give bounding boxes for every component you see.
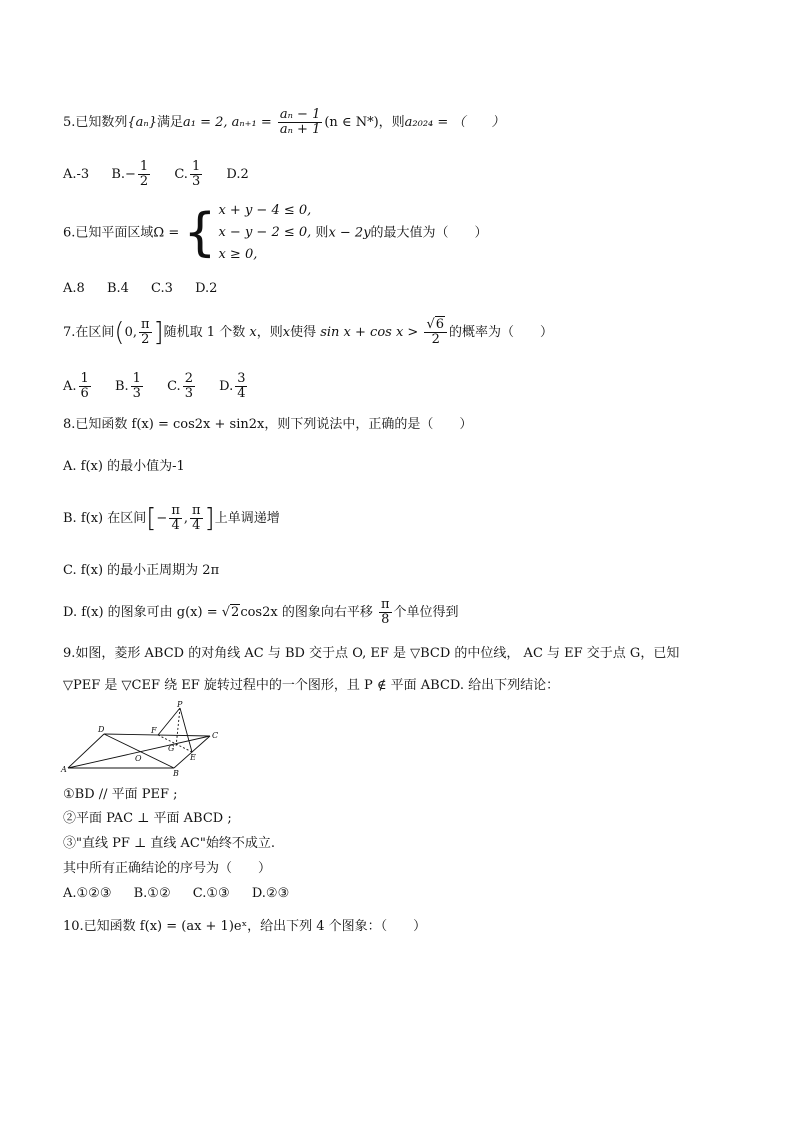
q7-prefix: 7.在区间 [63, 325, 115, 340]
q7-c-den: 3 [184, 386, 193, 401]
q7-choice-a[interactable] [63, 372, 93, 401]
question-9-choices [63, 885, 307, 903]
q8-b-prefix: B. f(x) 在区间 [63, 511, 147, 526]
q5-choice-b-label: B.− [111, 167, 136, 182]
q6-row-3: x ≥ 0, [218, 247, 258, 262]
question-8-stem: 8.已知函数 f(x) = cos2x + sin2x，则下列说法中，正确的是（ ） [63, 417, 473, 432]
label-c: C [212, 731, 219, 740]
q5-ask-prefix: ，则 [378, 115, 405, 130]
q5-choice-b[interactable] [111, 160, 152, 189]
right-bracket-glyph: ] [204, 503, 215, 534]
q9-ask: 其中所有正确结论的序号为（ ） [63, 861, 272, 876]
q5-b-den: 2 [139, 174, 149, 189]
sqrt-glyph: √ [426, 317, 435, 332]
q9-choice-b[interactable]: B.①② [133, 886, 171, 901]
brace-glyph: { [183, 203, 217, 263]
q5-choice-c-label: C. [174, 167, 188, 182]
rhombus-figure [60, 700, 230, 780]
q9-choice-a[interactable]: A.①②③ [63, 886, 112, 901]
question-5-stem [63, 108, 504, 137]
q5-frac-den: aₙ + 1 [279, 122, 321, 137]
q7-var-2: x [282, 325, 291, 340]
q5-domain: (n ∈ N*) [324, 115, 379, 130]
segment-pf [158, 708, 180, 735]
q5-sequence: {aₙ} [127, 115, 157, 130]
q5-frac-num: aₙ − 1 [279, 107, 321, 122]
q8-b-pi-2: π [192, 503, 201, 518]
q8-b-4-1: 4 [171, 518, 180, 533]
q7-d-label: D. [219, 379, 234, 394]
q9-choice-c[interactable]: C.①③ [192, 886, 230, 901]
q8-b-minus: − [156, 511, 168, 526]
q8-b-suffix: 上单调递增 [214, 511, 280, 526]
q7-choice-b[interactable] [115, 372, 145, 401]
q6-cases [183, 200, 311, 266]
question-7-stem [63, 318, 553, 347]
q7-b-num: 1 [132, 371, 141, 386]
q8-b-4-2: 4 [192, 518, 201, 533]
q5-c-den: 3 [191, 174, 201, 189]
q6-prefix: 6.已知平面区域Ω = [63, 225, 180, 241]
q5-prefix: 5.已知数列 [63, 115, 128, 130]
q9-statement-2: ②平面 PAC ⊥ 平面 ABCD ; [63, 811, 232, 826]
q8-d-mid: cos2x 的图象向右平移 [240, 605, 373, 620]
label-a: A [61, 765, 67, 774]
q7-two: 2 [141, 332, 150, 347]
q7-d-num: 3 [237, 371, 246, 386]
q7-b-den: 3 [132, 386, 141, 401]
q8-d-suffix: 个单位得到 [393, 605, 459, 620]
q6-ask-expr: x − 2y [328, 225, 371, 241]
q9-choice-d[interactable]: D.②③ [251, 886, 290, 901]
label-f: F [151, 726, 157, 735]
question-5-choices [63, 160, 267, 189]
q8-d-sqrt: 2 [231, 605, 240, 620]
q8-choice-a[interactable]: A. f(x) 的最小值为-1 [63, 459, 185, 474]
q7-sqrt6: 6 [435, 317, 445, 332]
segment-pe [180, 708, 192, 752]
q7-middle2: ，则 [256, 325, 283, 340]
q7-a-label: A. [63, 379, 77, 394]
q5-choice-c[interactable] [174, 160, 204, 189]
q9-statement-1: ①BD // 平面 PEF ; [63, 787, 178, 802]
q7-var: x [249, 325, 257, 340]
q5-fraction [278, 108, 322, 137]
q5-ask: a₂₀₂₄ = （ ） [404, 115, 505, 130]
label-p: P [177, 700, 183, 709]
q7-middle: 随机取 1 个数 [163, 325, 246, 340]
left-bracket-glyph: ( [114, 317, 125, 348]
label-g: G [168, 744, 175, 753]
q5-choice-d[interactable]: D.2 [226, 167, 249, 182]
q6-choice-b[interactable]: B.4 [106, 281, 129, 296]
q8-choice-b[interactable]: B. f(x) 在区间[− $\frac{\pi}{4}$ , $\frac{\pi}{4}$ ]上单调递增 [63, 503, 280, 534]
q8-choice-c[interactable]: C. f(x) 的最小正周期为 2π [63, 563, 220, 578]
q7-a-den: 6 [80, 386, 89, 401]
q8-d-prefix: D. f(x) 的图象可由 g(x) = [63, 605, 218, 620]
q7-choice-d[interactable] [219, 372, 249, 401]
q7-pi: π [140, 317, 150, 332]
label-d: D [98, 725, 105, 734]
edge-ad [68, 734, 104, 768]
q8-b-pi-1: π [171, 503, 180, 518]
q8-choice-d[interactable] [63, 598, 459, 627]
q6-ask-suffix: 的最大值为（ ） [370, 225, 488, 241]
q7-b-label: B. [114, 379, 129, 394]
question-9-line-1: 9.如图，菱形 ABCD 的对角线 AC 与 BD 交于点 O, EF 是 ▽BCD 的中位线， AC 与 EF 交于点 G，已知 [63, 646, 680, 661]
q7-inequality: sin x + cos x > [320, 325, 419, 340]
q6-choice-d[interactable]: D.2 [195, 281, 218, 296]
q5-choice-a[interactable]: A.-3 [63, 167, 90, 182]
q8-d-8: 8 [381, 612, 390, 627]
q6-choice-a[interactable]: A.8 [63, 281, 85, 296]
right-bracket-glyph: ] [153, 317, 164, 348]
q5-condition: a₁ = 2, aₙ₊₁ = [182, 115, 272, 130]
question-6-choices [63, 280, 235, 298]
q6-ask-prefix: 则 [315, 225, 329, 241]
q7-c-num: 2 [184, 371, 193, 386]
label-o: O [135, 754, 142, 763]
edge-dc [104, 734, 210, 736]
q7-middle3: 使得 [290, 325, 317, 340]
question-9-line-2: ▽PEF 是 ▽CEF 绕 EF 旋转过程中的一个图形，且 P ∉ 平面 ABCD. 给出下列结论： [63, 678, 560, 693]
q7-c-label: C. [167, 379, 181, 394]
q5-cond-prefix: 满足 [156, 115, 183, 130]
q5-b-num: 1 [139, 159, 149, 174]
label-e: E [190, 753, 196, 762]
left-bracket-glyph: [ [146, 503, 157, 534]
sqrt-glyph: √ [221, 605, 231, 620]
label-b: B [173, 769, 179, 778]
question-6-stem [63, 200, 488, 266]
q5-c-num: 1 [191, 159, 201, 174]
q8-d-pi: π [380, 597, 390, 612]
q6-row-1: x + y − 4 ≤ 0, [218, 203, 312, 218]
question-10-stem: 10.已知函数 f(x) = (ax + 1)eˣ，给出下列 4 个图象：（ ） [63, 919, 427, 934]
q7-suffix: 的概率为（ ） [449, 325, 554, 340]
question-7-choices [63, 372, 267, 401]
q7-a-num: 1 [80, 371, 89, 386]
q6-choice-c[interactable]: C.3 [151, 281, 173, 296]
q9-statement-3: ③"直线 PF ⊥ 直线 AC"始终不成立. [63, 836, 275, 851]
q7-interval-left: 0, [124, 325, 137, 340]
q7-den2: 2 [431, 332, 440, 347]
q6-row-2: x − y − 2 ≤ 0, [218, 225, 312, 240]
segment-pg [176, 708, 180, 747]
q7-d-den: 4 [237, 386, 246, 401]
q7-choice-c[interactable] [167, 372, 197, 401]
